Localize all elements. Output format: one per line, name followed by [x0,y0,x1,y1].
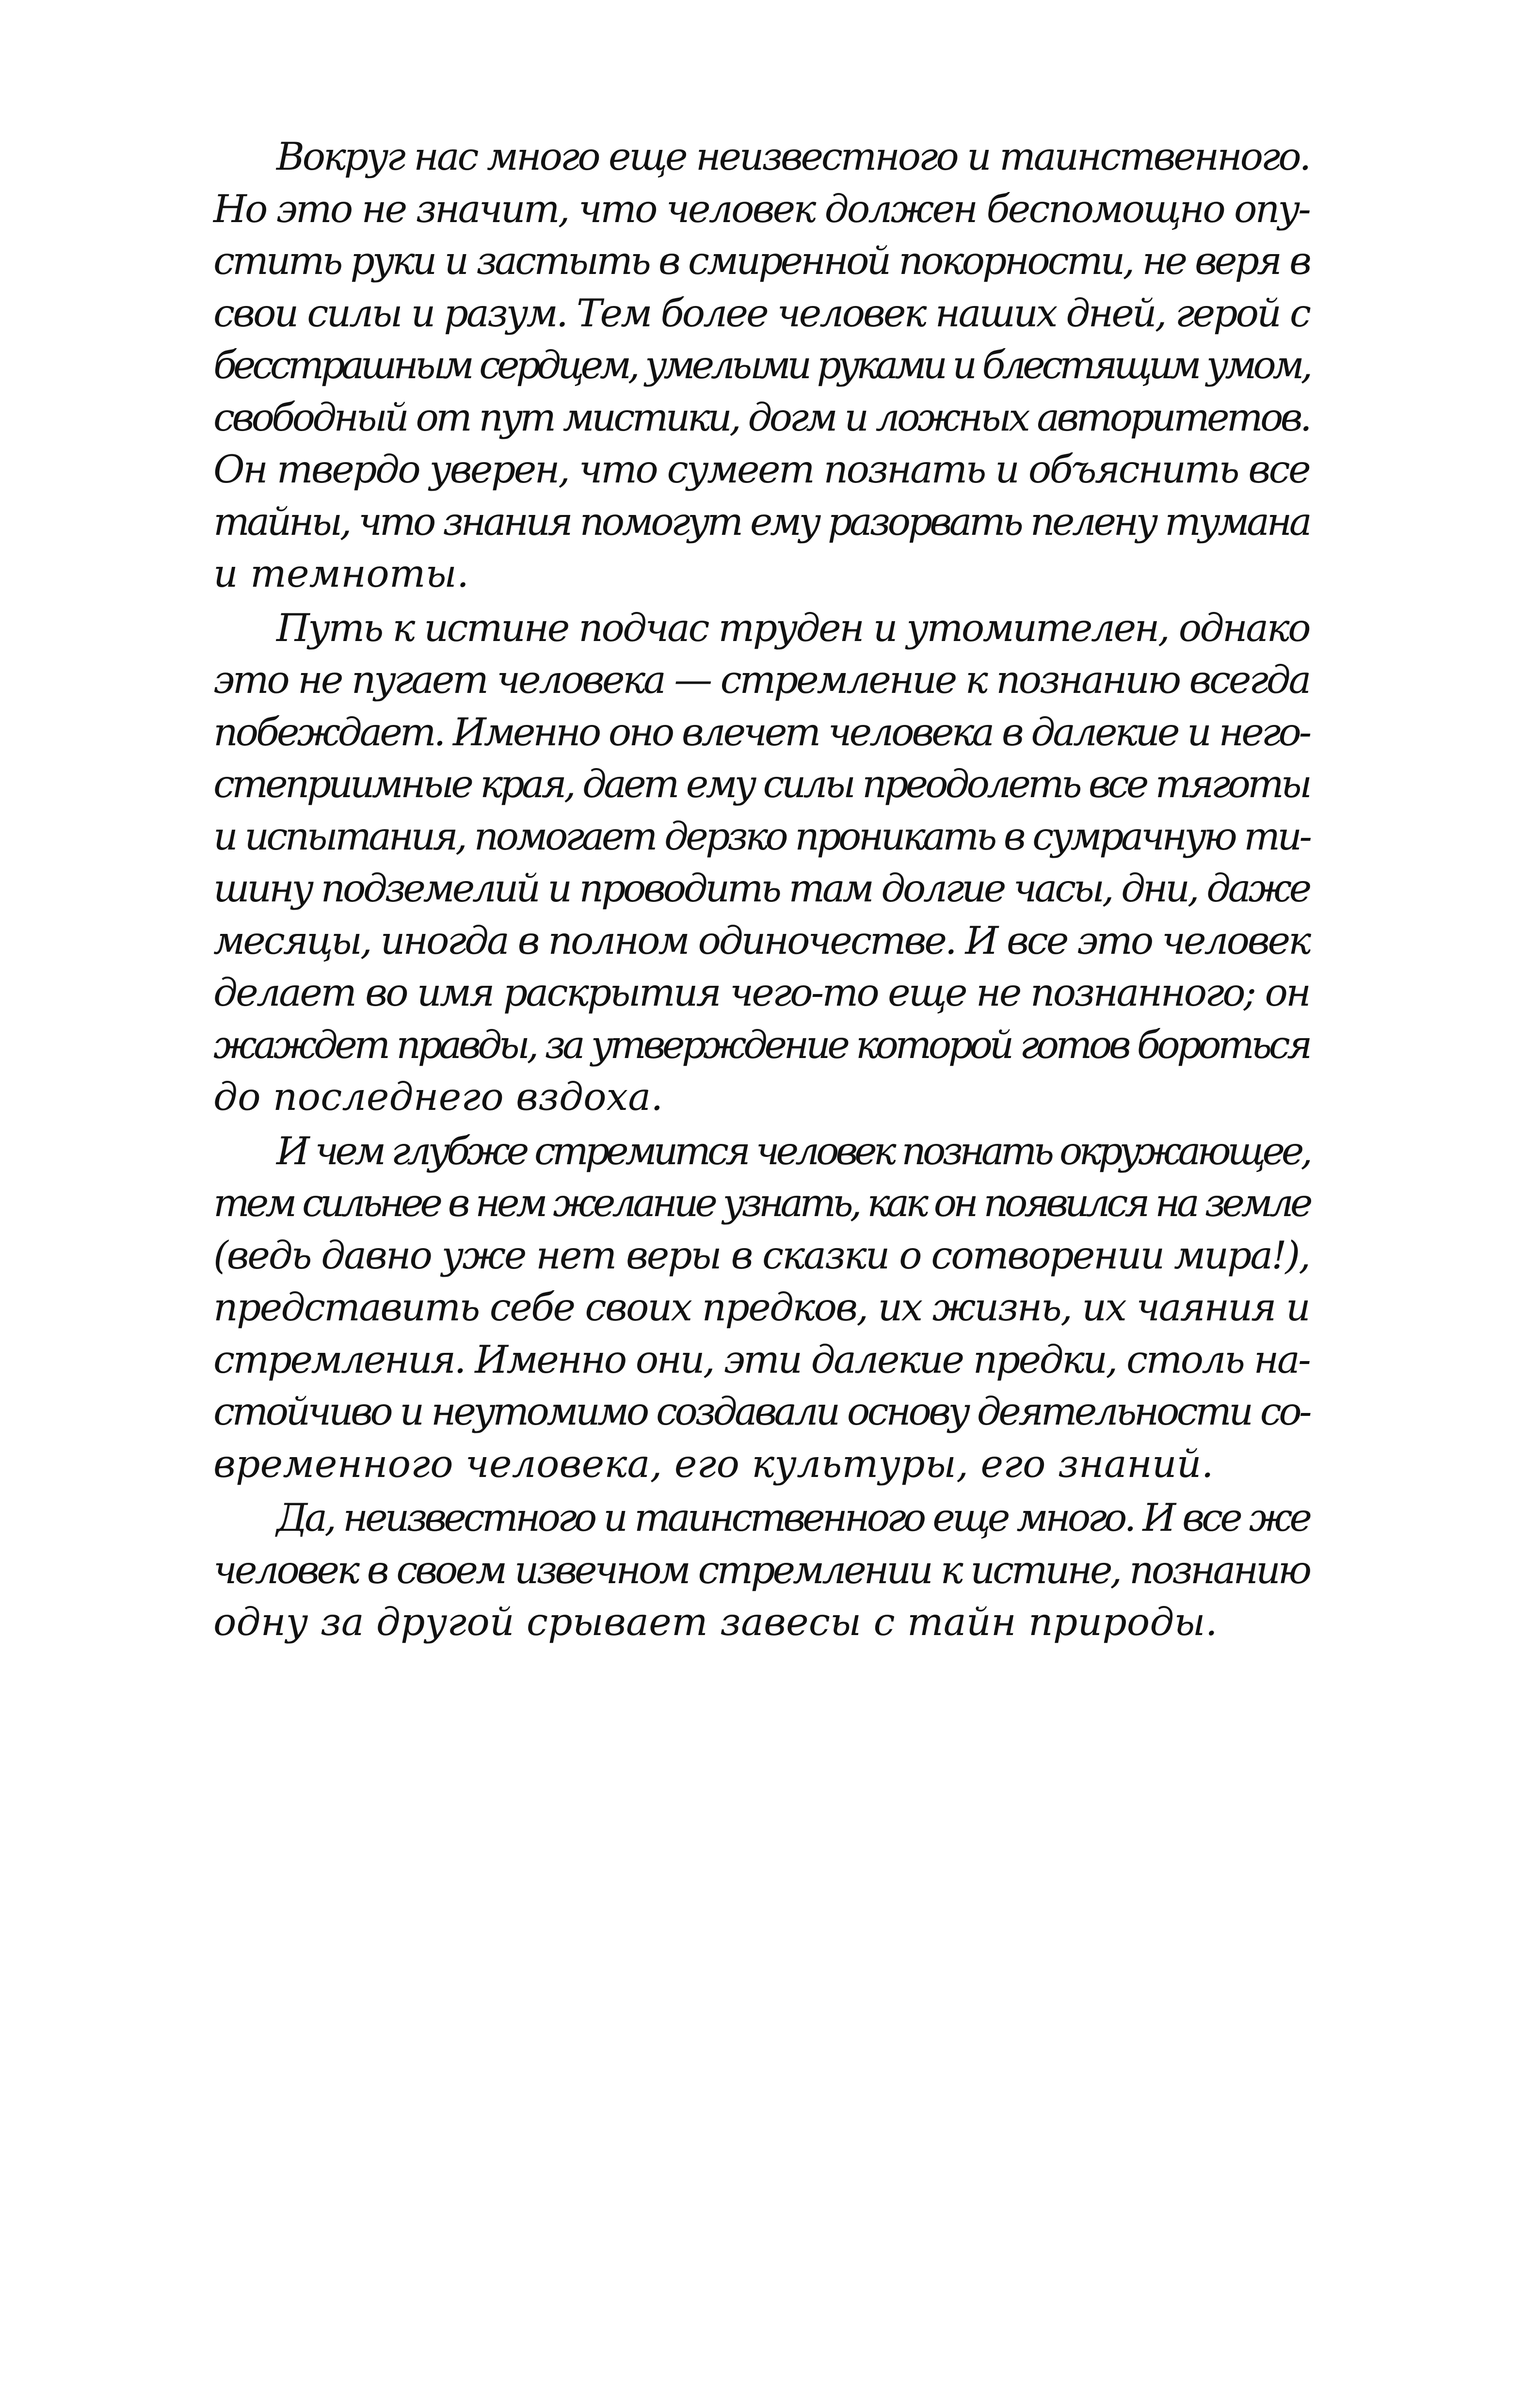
text-line: Но это не значит, что человек должен беспомощно опу- [213,186,1309,231]
text-line: шину подземелий и проводить там долгие часы, дни, даже [213,866,1309,911]
text-line: тайны, что знания помогут ему разорвать пелену тумана [213,499,1310,544]
text-line: Да, неизвестного и таинственного еще много. И все же [276,1495,1309,1540]
text-line: свои силы и разум. Тем более человек наших дней, герой с [213,290,1309,336]
text-line: бесстрашным сердцем, умелыми руками и блестящим умом, [213,343,1309,387]
text-line: стить руки и застыть в смиренной покорности, не веря в [213,239,1309,283]
text-line: Путь к истине подчас труден и утомителен, однако [276,605,1309,650]
text-line: человек в своем извечном стремлении к истине, познанию [213,1547,1309,1592]
text-line: и испытания, помогает дерзко проникать в сумрачную ти- [213,814,1310,859]
body-text [213,131,1309,1651]
paragraph-4 [213,1492,1309,1649]
text-line: тем сильнее в нем желание узнать, как он появился на земле [213,1181,1310,1225]
paragraph-1 [213,131,1309,600]
text-line: Вокруг нас много еще неизвестного и таинственного. [276,134,1309,179]
text-line: месяцы, иногда в полном одиночестве. И все это человек [213,918,1309,963]
text-line: до последнего вздоха. [213,1075,663,1119]
text-line: и темноты. [213,551,469,596]
text-line: стойчиво и неутомимо создавали основу деятельности со- [213,1389,1309,1434]
paragraph-3 [213,1125,1309,1491]
text-line: И чем глубже стремится человек познать окружающее, [276,1128,1310,1173]
text-line: это не пугает человека — стремление к познанию всегда [213,658,1309,702]
text-line: временного человека, его культуры, его знаний. [213,1441,1214,1486]
text-line: делает во имя раскрытия чего-то еще не познанного; он [213,970,1310,1015]
text-line: (ведь давно уже нет веры в сказки о сотворении мира!), [213,1233,1309,1278]
text-line: степриимные края, дает ему силы преодолеть все тяготы [213,762,1310,806]
text-line: стремления. Именно они, эти далекие предки, столь на- [213,1337,1310,1382]
paragraph-2 [213,602,1309,1123]
text-line: одну за другой срывает завесы с тайн природы. [213,1600,1218,1644]
text-line: побеждает. Именно оно влечет человека в далекие и него- [213,709,1309,754]
text-line: Он твердо уверен, что сумеет познать и объяснить все [213,447,1309,492]
text-line: свободный от пут мистики, догм и ложных авторитетов. [213,395,1309,440]
text-line: представить себе своих предков, их жизнь, их чаяния и [213,1285,1309,1330]
text-line: жаждет правды, за утверждение которой готов бороться [213,1022,1309,1067]
